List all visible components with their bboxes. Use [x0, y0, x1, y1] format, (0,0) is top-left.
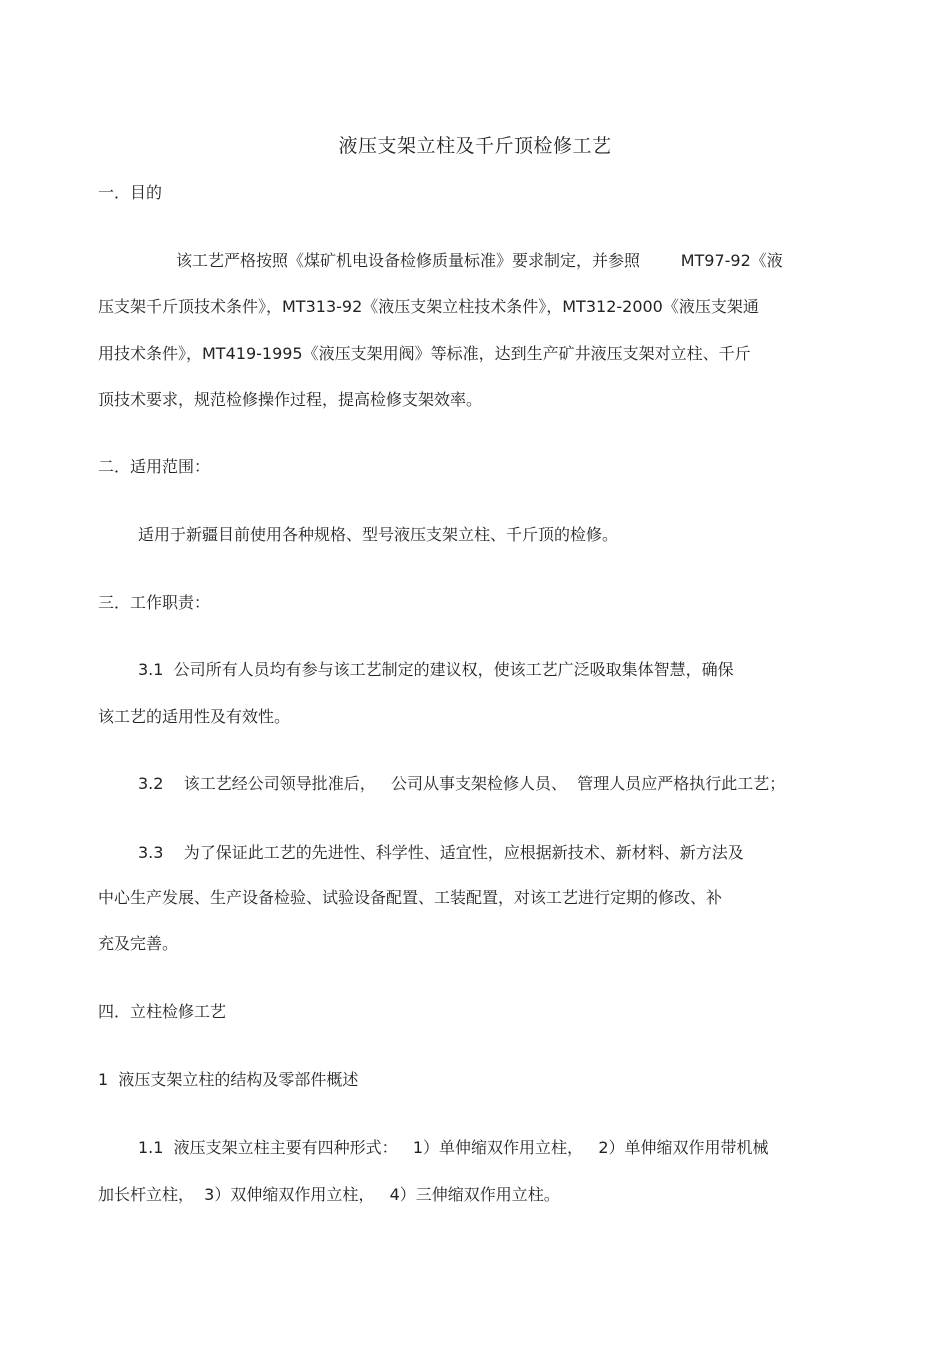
paragraph-line: 3.1 公司所有人员均有参与该工艺制定的建议权，使该工艺广泛吸取集体智慧，确保 — [138, 660, 734, 679]
paragraph-line: 3.2 该工艺经公司领导批准后， 公司从事支架检修人员、 管理人员应严格执行此工艺； — [138, 774, 786, 793]
paragraph-line: 该工艺的适用性及有效性。 — [98, 707, 291, 726]
section-heading-purpose: 一．目的 — [98, 183, 163, 202]
paragraph-line: 顶技术要求，规范检修操作过程，提高检修支架效率。 — [98, 390, 483, 409]
paragraph-line: 加长杆立柱， 3）双伸缩双作用立柱， 4）三伸缩双作用立柱。 — [98, 1185, 560, 1204]
paragraph-line: 适用于新疆目前使用各种规格、型号液压支架立柱、千斤顶的检修。 — [138, 525, 619, 544]
paragraph-line: 3.3 为了保证此工艺的先进性、科学性、适宜性，应根据新技术、新材料、新方法及 — [138, 843, 744, 862]
paragraph-line: 中心生产发展、生产设备检验、试验设备配置、工装配置，对该工艺进行定期的修改、补 — [98, 888, 723, 907]
section-heading-responsibilities: 三．工作职责： — [98, 593, 211, 612]
section-heading-column-repair: 四．立柱检修工艺 — [98, 1002, 227, 1021]
paragraph-line: 该工艺严格按照《煤矿机电设备检修质量标准》要求制定，并参照 MT97-92《液 — [176, 251, 783, 270]
paragraph-line: 用技术条件》，MT419-1995《液压支架用阀》等标准，达到生产矿井液压支架对立柱、千斤 — [98, 344, 751, 363]
section-heading-scope: 二．适用范围： — [98, 457, 211, 476]
paragraph-line: 充及完善。 — [98, 934, 179, 953]
subsection-heading: 1 液压支架立柱的结构及零部件概述 — [98, 1070, 359, 1089]
document-title: 液压支架立柱及千斤顶检修工艺 — [338, 135, 612, 157]
paragraph-line: 压支架千斤顶技术条件》，MT313-92《液压支架立柱技术条件》，MT312-2000《液压支架通 — [98, 297, 759, 316]
paragraph-line: 1.1 液压支架立柱主要有四种形式： 1）单伸缩双作用立柱， 2）单伸缩双作用带机械 — [138, 1138, 769, 1157]
